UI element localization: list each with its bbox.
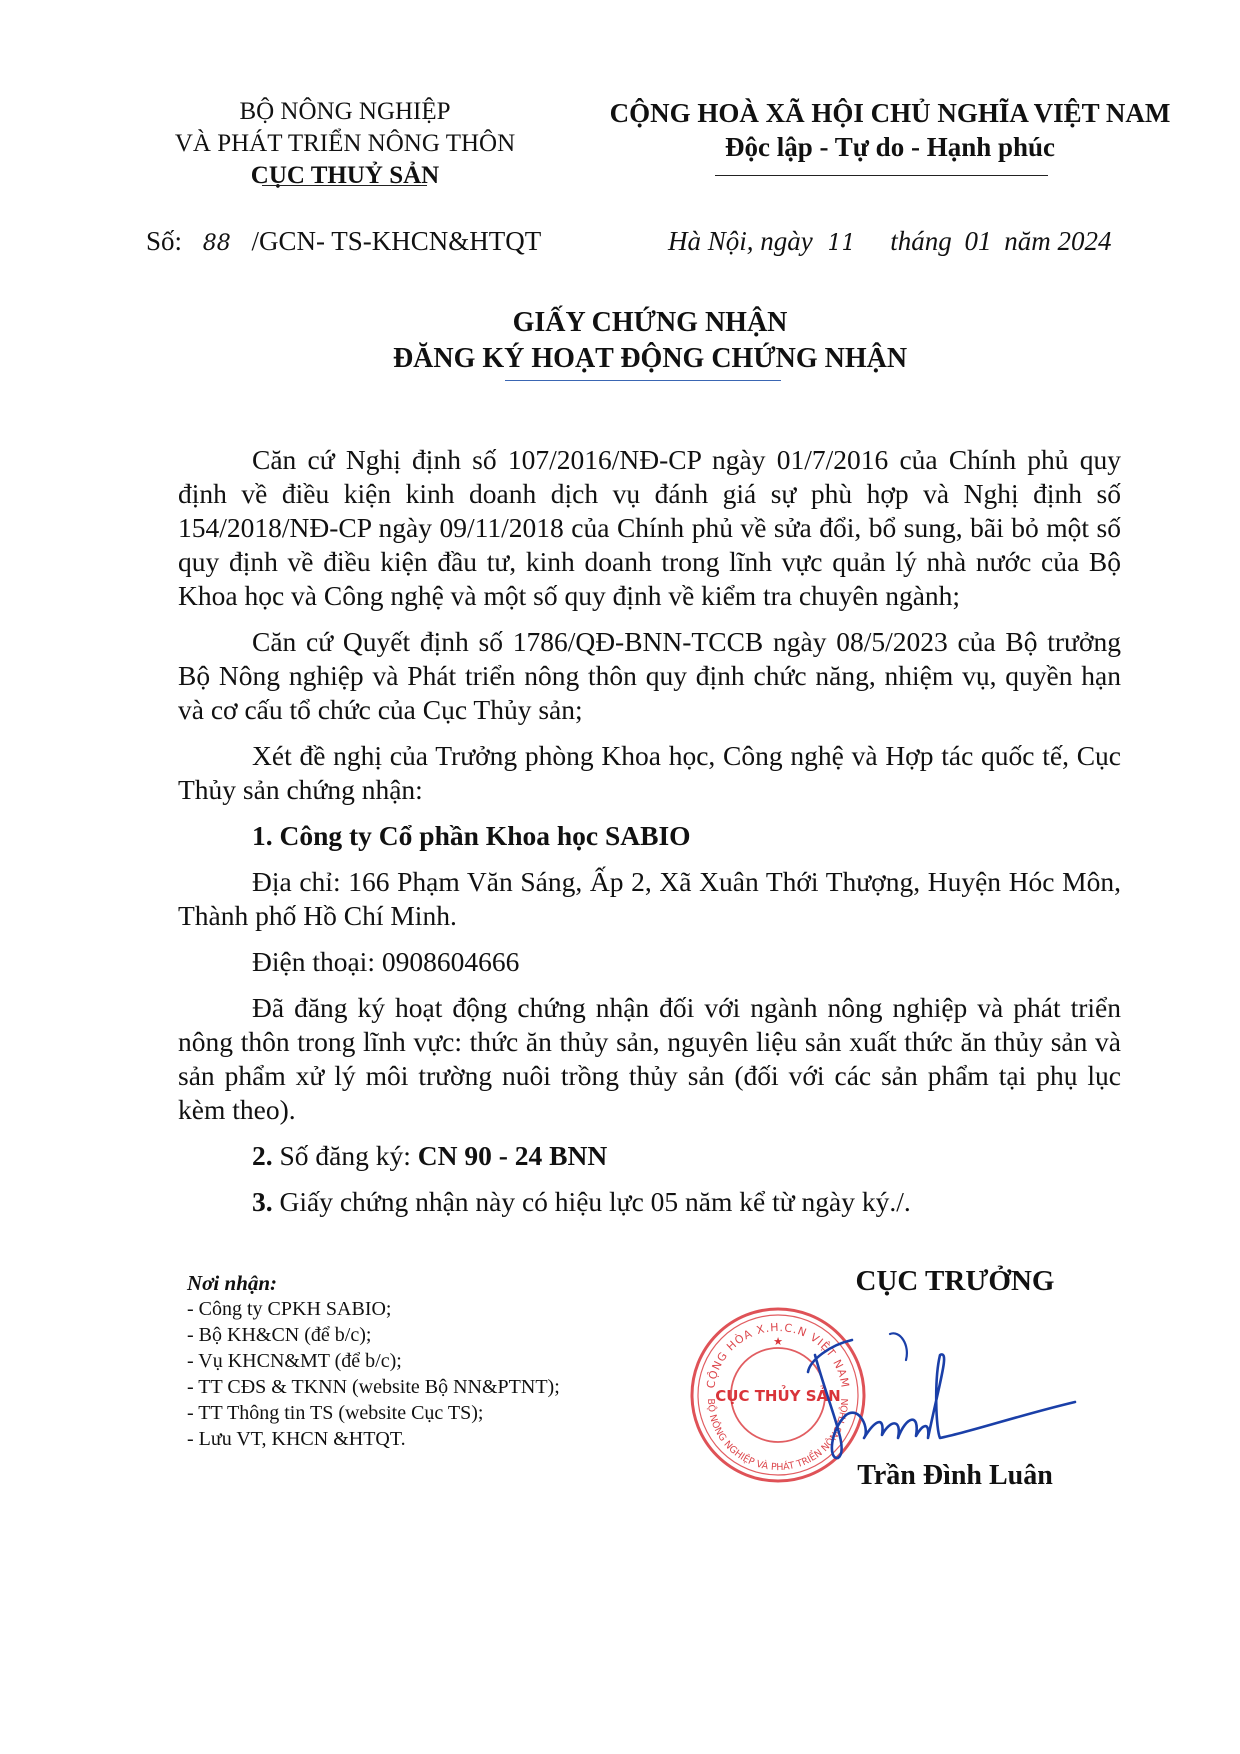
item-3-number: 3. [252, 1186, 273, 1217]
issuer-underline [262, 185, 427, 186]
issuer-ministry-line1: BỘ NÔNG NGHIỆP [239, 98, 451, 125]
recipients-heading: Nơi nhận: [187, 1271, 278, 1295]
item-3-validity [178, 1185, 1121, 1219]
legal-basis-para-2: Căn cứ Quyết định số 1786/QĐ-BNN-TCCB ngày 08/5/2023 của Bộ trưởng Bộ Nông nghiệp và Phát triển nông thôn quy định chức năng, nhiệm vụ, quyền hạn và cơ cấu tổ chức của Cục Thủy sản; [178, 626, 1121, 725]
stamp-ring-top: CỘNG HÒA X.H.C.N VIỆT NAM [704, 1320, 852, 1390]
item-3-text: Giấy chứng nhận này có hiệu lực 05 năm kể từ ngày ký./. [279, 1186, 911, 1217]
item-2-label: Số đăng ký: [279, 1140, 411, 1171]
item-2-number: 2. [252, 1140, 273, 1171]
proposal-para: Xét đề nghị của Trưởng phòng Khoa học, Công nghệ và Hợp tác quốc tế, Cục Thủy sản chứng nhận: [178, 740, 1121, 805]
issuer-block [130, 96, 560, 192]
date-line [668, 226, 1112, 257]
item-1-company: 1. Công ty Cổ phần Khoa học SABIO [252, 820, 691, 851]
signatory-title: CỤC TRƯỞNG [855, 1265, 1055, 1297]
item-2-registration [178, 1139, 1121, 1173]
doc-number-value: 88 [202, 231, 231, 256]
registration-number: CN 90 - 24 BNN [417, 1140, 608, 1171]
doc-number [146, 226, 541, 257]
recipient-item: - Lưu VT, KHCN &HTQT. [187, 1428, 406, 1450]
date-month: 01 [964, 226, 992, 256]
company-phone: Điện thoại: 0908604666 [252, 946, 520, 977]
handwritten-signature [790, 1320, 1090, 1470]
recipient-item: - Bộ KH&CN (để b/c); [187, 1324, 372, 1346]
registration-scope: Đã đăng ký hoạt động chứng nhận đối với ngành nông nghiệp và phát triển nông thôn trong lĩnh vực: thức ăn thủy sản, nguyên liệu sản xuất thức ăn thủy sản và sản phẩm xử lý môi trường nuôi trồng thủy sản (đối với các sản phẩm tại phụ lục kèm theo). [178, 992, 1121, 1125]
motto-underline [715, 175, 1048, 176]
recipient-item: - Công ty CPKH SABIO; [187, 1298, 392, 1320]
recipient-item: - TT Thông tin TS (website Cục TS); [187, 1402, 484, 1424]
stamp-center-text: CỤC THỦY SẢN [715, 1387, 841, 1405]
issuer-department: CỤC THUỶ SẢN [250, 162, 440, 189]
date-year-label: năm [1004, 226, 1051, 256]
legal-basis-para-1: Căn cứ Nghị định số 107/2016/NĐ-CP ngày 01/7/2016 của Chính phủ quy định về điều kiện kinh doanh dịch vụ đánh giá sự phù hợp và Nghị định số 154/2018/NĐ-CP ngày 09/11/2018 của Chính phủ về sửa đổi, bổ sung, bãi bỏ một số quy định về điều kiện đầu tư, kinh doanh trong lĩnh vực quản lý nhà nước của Bộ Khoa học và Công nghệ và một số quy định về kiểm tra chuyên ngành; [178, 444, 1121, 611]
issuer-ministry-line2: VÀ PHÁT TRIỂN NÔNG THÔN [174, 130, 516, 157]
signatory-name: Trần Đình Luân [857, 1460, 1053, 1491]
date-year: 2024 [1057, 226, 1112, 256]
recipient-item: - Vụ KHCN&MT (để b/c); [187, 1350, 402, 1372]
date-month-label: tháng [890, 226, 952, 256]
company-address: Địa chỉ: 166 Phạm Văn Sáng, Ấp 2, Xã Xuân Thới Thượng, Huyện Hóc Môn, Thành phố Hồ Chí Minh. [178, 866, 1121, 931]
document-title [130, 305, 1170, 377]
title-line2: ĐĂNG KÝ HOẠT ĐỘNG CHỨNG NHẬN [392, 343, 908, 374]
recipient-item: - TT CĐS & TKNN (website Bộ NN&PTNT); [187, 1376, 560, 1398]
doc-number-suffix: /GCN- TS-KHCN&HTQT [251, 226, 542, 256]
document-body [178, 443, 1121, 1231]
date-day: 11 [827, 231, 856, 256]
title-underline [505, 380, 781, 381]
stamp-star-icon: ★ [773, 1335, 783, 1348]
national-name: CỘNG HOÀ XÃ HỘI CHỦ NGHĨA VIỆT NAM [609, 98, 1171, 128]
stamp-ring-bottom: BỘ NÔNG NGHIỆP VÀ PHÁT TRIỂN NÔNG THÔN [704, 1398, 852, 1474]
national-motto: Độc lập - Tự do - Hạnh phúc [724, 132, 1056, 162]
title-line1: GIẤY CHỨNG NHẬN [512, 307, 788, 338]
date-place: Hà Nội, ngày [668, 226, 813, 256]
national-motto-block [590, 96, 1190, 164]
recipients-block [187, 1270, 707, 1452]
doc-number-label: Số: [146, 226, 183, 256]
